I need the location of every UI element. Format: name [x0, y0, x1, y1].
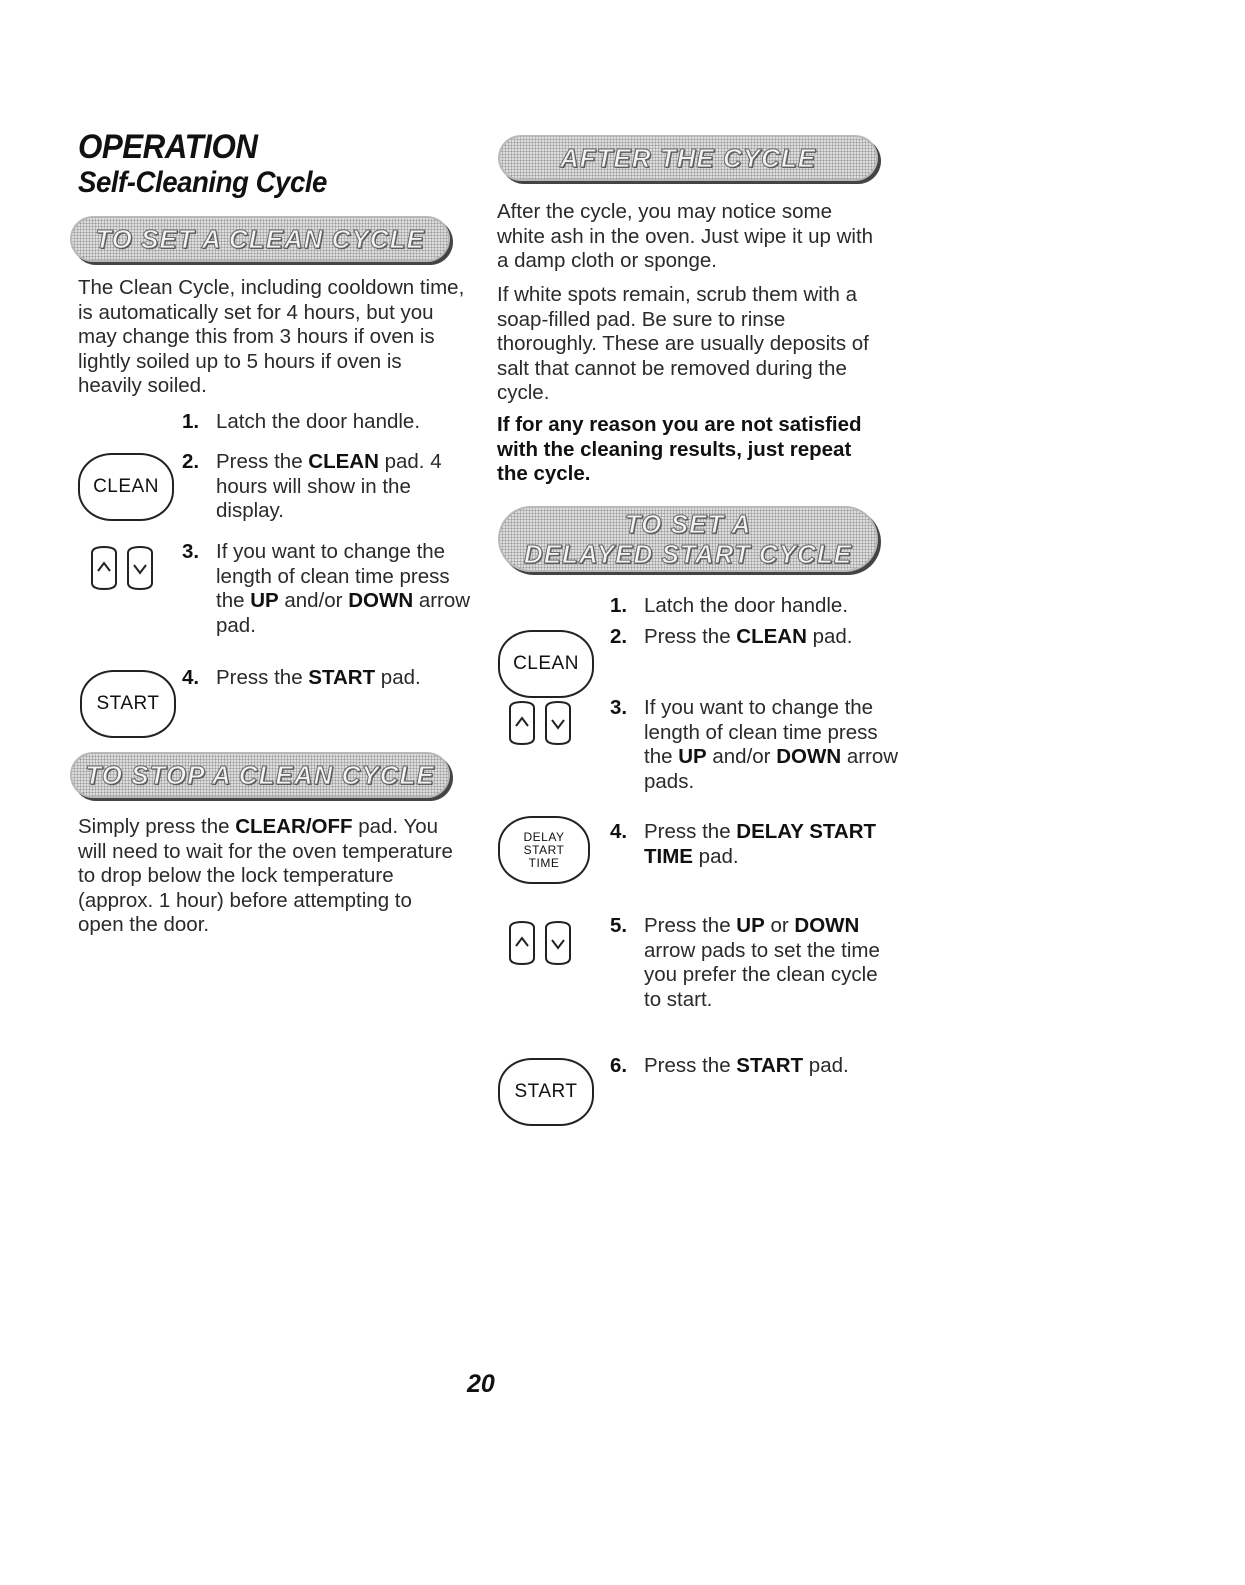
step-text-post: pad.: [803, 1054, 849, 1077]
step-text-post: arrow pads to set the time you prefer the clean cycle to start.: [644, 938, 880, 1011]
start-pad-label: START: [96, 693, 160, 714]
step-text-pre: Press the: [216, 666, 309, 689]
up-down-arrow-pads-icon: [506, 920, 576, 966]
step-text: [216, 666, 472, 691]
step-text-bold: START: [736, 1054, 804, 1077]
step-text-mid: and/or: [706, 745, 777, 769]
up-down-arrow-pads-icon: [88, 545, 158, 591]
after-cycle-paragraph-2: If white spots remain, scrub them with a soap-filled pad. Be sure to rinse thoroughly. These are usually deposits of salt that cannot be removed during the cycle.: [497, 283, 869, 405]
step-text-bold: UP: [678, 745, 707, 769]
step-number: 2.: [182, 450, 200, 473]
stop-text-post: pad. You will need to wait for the oven temperature to drop below the lock temperature (approx. 1 hour) before attempting to open the door.: [78, 815, 453, 937]
step-text-bold-2: DOWN: [776, 745, 842, 769]
right-step-1: [610, 594, 900, 619]
step-text-pre: Press the: [216, 450, 309, 473]
step-text-pre: Press the: [644, 914, 737, 937]
step-number: 1.: [182, 410, 200, 433]
step-text: [644, 820, 900, 869]
page-number: 20: [467, 1370, 495, 1398]
step-text-bold: DELAY START TIME: [644, 820, 877, 868]
step-text-bold: UP: [736, 914, 765, 937]
after-cycle-paragraph-1: After the cycle, you may notice some white ash in the oven. Just wipe it up with a damp cloth or sponge.: [497, 200, 874, 273]
start-pad-label: START: [514, 1081, 578, 1102]
step-text: Latch the door handle.: [216, 410, 421, 433]
left-step-3: [182, 540, 472, 638]
start-pad-icon: [498, 1058, 594, 1126]
banner-stop-clean-cycle-text: TO STOP A CLEAN CYCLE: [85, 760, 435, 790]
step-text-bold: START: [308, 666, 376, 689]
banner-delayed-line-1: TO SET A: [624, 509, 752, 539]
step-text: [216, 540, 472, 638]
step-number: 5.: [610, 914, 628, 937]
step-number: 1.: [610, 594, 628, 617]
right-step-4: [610, 820, 900, 869]
step-text: [644, 1054, 900, 1079]
step-text-pre: Press the: [644, 1054, 737, 1077]
banner-after-the-cycle-text: AFTER THE CYCLE: [559, 143, 817, 173]
up-down-arrow-pads-icon: [506, 700, 576, 746]
page-title: OPERATION: [78, 128, 258, 166]
stop-text-bold: CLEAR/OFF: [235, 815, 353, 838]
left-step-1: [182, 410, 472, 435]
clean-pad-icon: [78, 453, 174, 521]
step-text-bold: CLEAN: [308, 450, 379, 473]
step-text-pre: If you want to change the length of clean time press the: [644, 696, 878, 769]
right-step-6: [610, 1054, 900, 1079]
step-text: [644, 696, 900, 794]
step-text-post: pad.: [692, 844, 739, 868]
delay-pad-line-3: TIME: [528, 855, 560, 870]
step-text: [644, 914, 900, 1012]
step-text-post: pad.: [806, 625, 853, 648]
step-number: 6.: [610, 1054, 628, 1077]
banner-stop-clean-cycle: [70, 752, 450, 798]
step-text-bold: CLEAN: [736, 625, 807, 648]
step-text-post: pad. 4 hours will show in the display.: [216, 450, 442, 523]
banner-set-clean-cycle-text: TO SET A CLEAN CYCLE: [95, 224, 425, 254]
step-text-bold-2: DOWN: [348, 589, 414, 613]
page-subtitle: Self-Cleaning Cycle: [78, 166, 327, 199]
step-number: 4.: [182, 666, 200, 689]
stop-clean-cycle-text: [78, 815, 458, 938]
start-pad-icon: [80, 670, 176, 738]
step-text-pre: Press the: [644, 625, 737, 648]
clean-pad-label: CLEAN: [93, 476, 159, 497]
step-number: 3.: [610, 696, 628, 719]
left-step-4: [182, 666, 472, 691]
banner-delayed-line-2: DELAYED START CYCLE: [523, 539, 853, 569]
clean-cycle-intro: The Clean Cycle, including cooldown time, is automatically set for 4 hours, but you may change this from 3 hours if oven is lightly soiled up to 5 hours if oven is heavily soiled.: [78, 276, 465, 398]
step-text-mid: or: [764, 914, 795, 937]
step-text-bold-2: DOWN: [794, 914, 860, 937]
banner-set-clean-cycle: [70, 216, 450, 262]
delay-pad-line-1: DELAY: [523, 829, 565, 844]
step-text-pre: If you want to change the length of clean time press the: [216, 540, 450, 613]
step-text-post: pad.: [375, 666, 421, 689]
right-step-2: [610, 625, 900, 650]
delay-start-time-pad-icon: [498, 816, 590, 884]
right-step-5: [610, 914, 900, 1012]
step-text-mid: and/or: [278, 589, 349, 613]
clean-pad-label: CLEAN: [513, 653, 579, 674]
right-step-3: [610, 696, 900, 794]
step-text-bold: UP: [250, 589, 279, 613]
step-number: 3.: [182, 540, 200, 563]
step-number: 2.: [610, 625, 628, 648]
after-cycle-bold-note: If for any reason you are not satisfied with the cleaning results, just repeat the cycle.: [497, 413, 862, 486]
step-text: Latch the door handle.: [644, 594, 849, 617]
step-text-post: arrow pad.: [216, 589, 471, 637]
banner-after-the-cycle: [498, 135, 878, 181]
step-text: [216, 450, 472, 524]
left-step-2: [182, 450, 472, 524]
step-text-post: arrow pads.: [644, 745, 899, 793]
step-text: [644, 625, 900, 650]
delay-pad-line-2: START: [523, 842, 565, 857]
step-number: 4.: [610, 820, 628, 843]
stop-text-pre: Simply press the: [78, 815, 236, 838]
banner-delayed-start-cycle: [498, 506, 878, 572]
clean-pad-icon: [498, 630, 594, 698]
step-text-pre: Press the: [644, 820, 737, 843]
